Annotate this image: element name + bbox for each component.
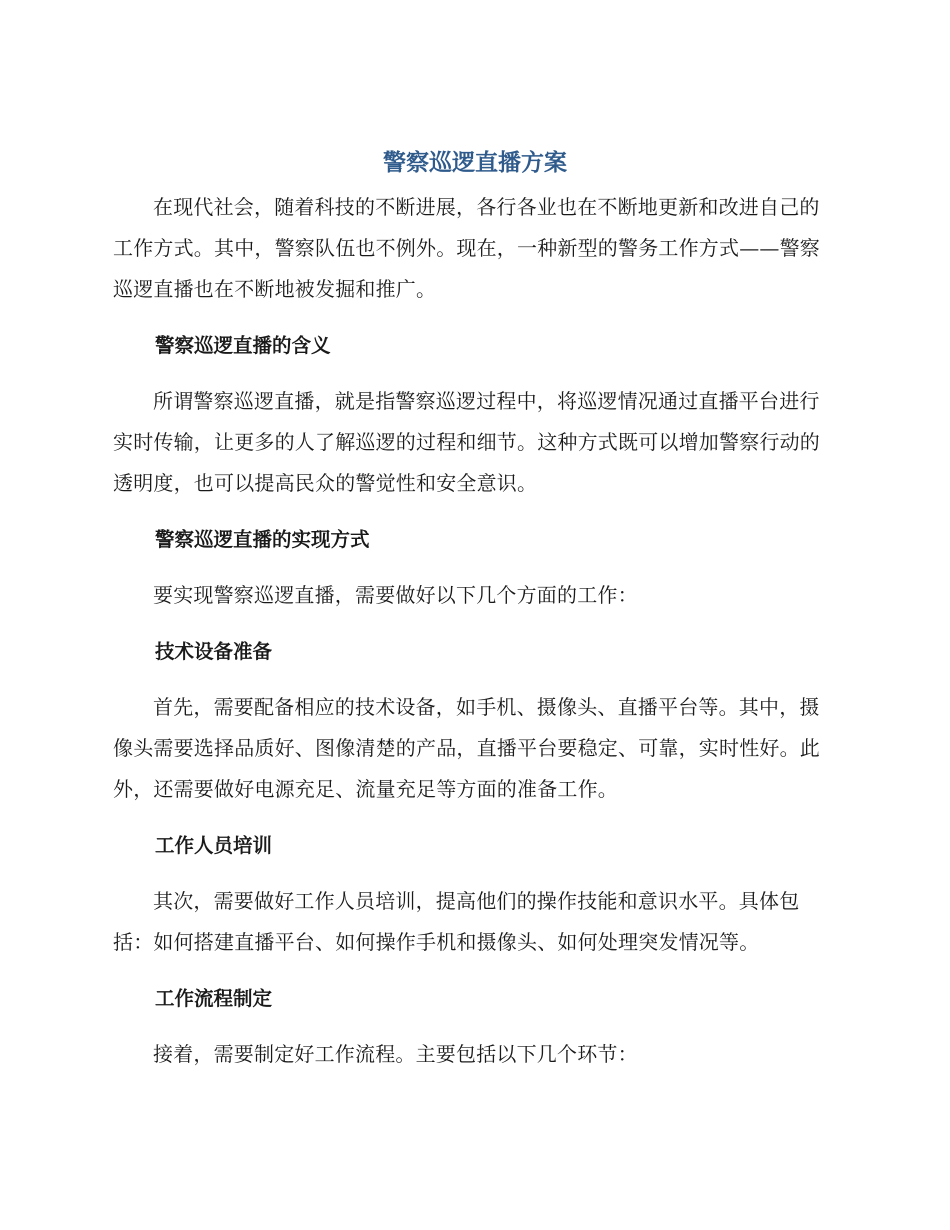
section-heading-training: 工作人员培训: [155, 834, 273, 857]
document-body: [113, 187, 831, 1075]
intro-paragraph: 在现代社会，随着科技的不断进展，各行各业也在不断地更新和改进自己的工作方式。其中，警察队伍也不例外。现在，一种新型的警务工作方式——警察巡逻直播也在不断地被发掘和推广。: [113, 195, 820, 301]
implementation-paragraph: 要实现警察巡逻直播，需要做好以下几个方面的工作：: [153, 583, 638, 607]
meaning-paragraph: 所谓警察巡逻直播，就是指警察巡逻过程中，将巡逻情况通过直播平台进行实时传输，让更多的人了解巡逻的过程和细节。这种方式既可以增加警察行动的透明度，也可以提高民众的警觉性和安全意识。: [113, 389, 820, 495]
section-heading-equipment: 技术设备准备: [155, 640, 273, 663]
section-heading-meaning: 警察巡逻直播的含义: [155, 334, 331, 357]
equipment-paragraph: 首先，需要配备相应的技术设备，如手机、摄像头、直播平台等。其中，摄像头需要选择品质好、图像清楚的产品，直播平台要稳定、可靠，实时性好。此外，还需要做好电源充足、流量充足等方面的准备工作。: [113, 695, 820, 801]
section-heading-workflow: 工作流程制定: [155, 987, 273, 1010]
workflow-paragraph: 接着，需要制定好工作流程。主要包括以下几个环节：: [153, 1042, 638, 1066]
document-title: 警察巡逻直播方案: [383, 150, 567, 176]
section-heading-implementation: 警察巡逻直播的实现方式: [155, 528, 370, 551]
training-paragraph: 其次，需要做好工作人员培训，提高他们的操作技能和意识水平。具体包括：如何搭建直播平台、如何操作手机和摄像头、如何处理突发情况等。: [113, 889, 800, 954]
